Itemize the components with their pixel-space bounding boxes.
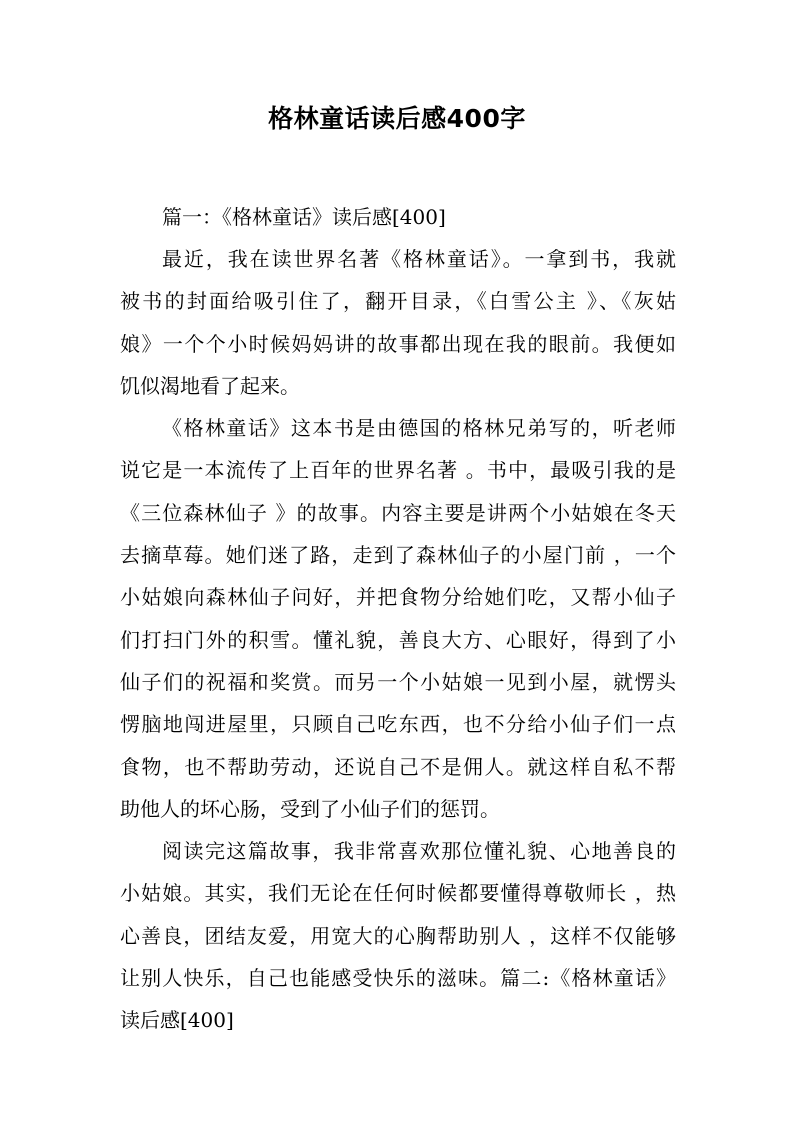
document-body [120,196,676,1042]
paragraph-line: 仙子们的祝福和奖赏。而另一个小姑娘一见到小屋，就愣头 [120,669,676,694]
paragraph-line: 饥似渴地看了起来。 [120,373,300,398]
section-heading: 篇一：《格林童话》读后感[400] [162,205,446,229]
document-title: 格林童话读后感400字 [268,104,526,133]
paragraph-line: 读后感[400] [120,1008,234,1033]
paragraph-line: 被书的封面给吸引住了，翻开目录，《白雪公主 》、《灰姑 [120,289,676,314]
paragraph-line: 愣脑地闯进屋里，只顾自己吃东西，也不分给小仙子们一点 [120,712,676,737]
paragraph-line: 让别人快乐，自己也能感受快乐的滋味。篇二:《格林童话》 [120,966,676,991]
paragraph-line: 助他人的坏心肠，受到了小仙子们的惩罚。 [120,796,500,821]
paragraph-line: 娘》一个个小时候妈妈讲的故事都出现在我的眼前。我便如 [120,331,676,356]
paragraph-line: 小姑娘向森林仙子问好，并把食物分给她们吃，又帮小仙子 [120,585,676,610]
paragraph-1 [120,238,676,407]
paragraph-line: 心善良，团结友爱，用宽大的心胸帮助别人 ，这样不仅能够 [120,923,676,948]
paragraph-line: 《格林童话》这本书是由德国的格林兄弟写的，听老师 [162,416,676,441]
paragraph-line: 们打扫门外的积雪。懂礼貌，善良大方、心眼好，得到了小 [120,627,676,652]
paragraph-line: 去摘草莓。她们迷了路，走到了森林仙子的小屋门前 ，一个 [120,543,676,568]
paragraph-line: 最近，我在读世界名著《格林童话》。一拿到书，我就 [162,247,676,271]
paragraph-line: 说它是一本流传了上百年的世界名著 。书中，最吸引我的是 [120,458,676,483]
paragraph-2 [120,407,676,830]
paragraph-line: 《三位森林仙子 》的故事。内容主要是讲两个小姑娘在冬天 [120,500,676,525]
paragraph-line: 阅读完这篇故事，我非常喜欢那位懂礼貌、心地善良的 [162,839,676,864]
paragraph-line: 食物，也不帮助劳动，还说自己不是佣人。就这样自私不帮 [120,754,676,779]
paragraph-line: 小姑娘。其实，我们无论在任何时候都要懂得尊敬师长 ，热 [120,881,676,906]
paragraph-3 [120,830,676,1041]
